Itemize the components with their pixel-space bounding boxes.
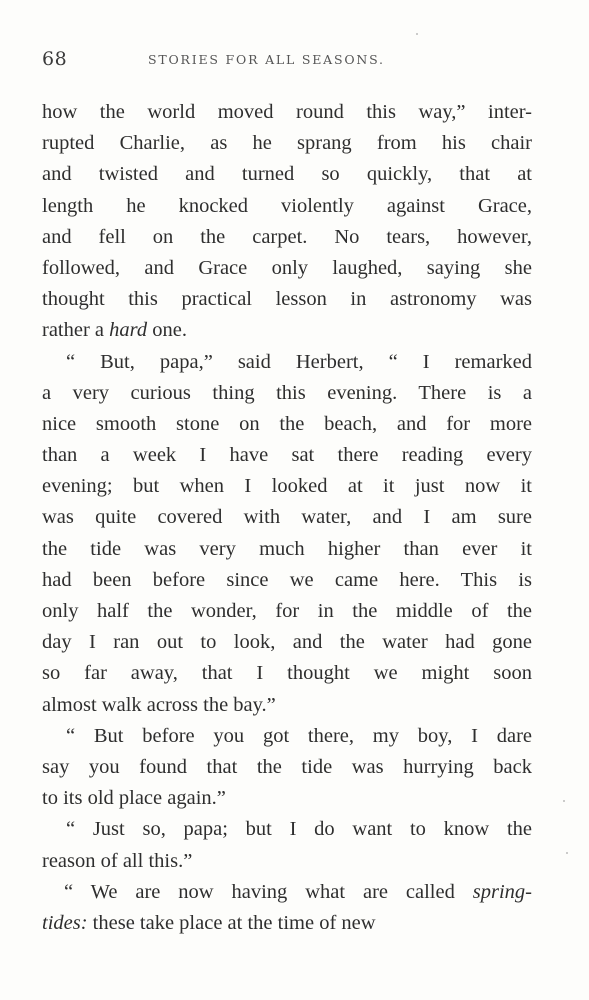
text-line: how the world moved round this way,” inter- — [42, 101, 532, 123]
text-line: almost walk across the bay.” — [42, 693, 276, 716]
text-line: thought this practical lesson in astronomy was — [42, 288, 532, 311]
page-number: 68 — [42, 48, 68, 70]
text-fragment: these take place at the time of new — [87, 911, 376, 934]
text-line: only half the wonder, for in the middle of the — [42, 600, 532, 622]
text-line: had been before since we came here. This is — [42, 568, 532, 591]
text-line: day I ran out to look, and the water had gone — [42, 631, 532, 654]
text-line — [42, 315, 532, 346]
text-line: than a week I have sat there reading every — [42, 444, 532, 467]
text-fragment: “ We are now having what are called — [64, 880, 473, 903]
text-line: and fell on the carpet. No tears, however, — [42, 225, 532, 248]
paper-speck — [563, 800, 565, 802]
italic-word: tides: — [42, 911, 88, 934]
text-line: reason of all this.” — [42, 849, 193, 872]
text-line: followed, and Grace only laughed, saying she — [42, 256, 532, 279]
text-line: “ Just so, papa; but I do want to know the — [66, 818, 532, 841]
text-line: and twisted and turned so quickly, that at — [42, 163, 532, 186]
text-line: “ But, papa,” said Herbert, “ I remarked — [66, 350, 532, 373]
text-line: evening; but when I looked at it just now it — [42, 475, 532, 498]
text-line — [42, 908, 532, 939]
text-line: “ But before you got there, my boy, I dare — [66, 724, 532, 747]
text-line: say you found that the tide was hurrying back — [42, 755, 532, 778]
text-line — [42, 877, 532, 908]
text-line: to its old place again.” — [42, 787, 226, 810]
running-head — [42, 48, 532, 72]
italic-word: spring- — [472, 880, 532, 903]
text-line: the tide was very much higher than ever it — [42, 537, 532, 560]
italic-word: hard — [109, 319, 148, 342]
paper-speck — [566, 852, 568, 854]
text-fragment: one. — [147, 319, 187, 342]
text-line: length he knocked violently against Grace, — [42, 194, 532, 217]
text-line: rupted Charlie, as he sprang from his chair — [42, 132, 532, 155]
running-title: STORIES FOR ALL SEASONS. — [148, 52, 385, 67]
text-line: so far away, that I thought we might soon — [42, 662, 532, 685]
text-line: was quite covered with water, and I am sure — [42, 506, 532, 529]
body-text — [42, 97, 532, 939]
paper-speck — [416, 33, 418, 35]
text-line: a very curious thing this evening. There is a — [42, 381, 532, 404]
text-line: nice smooth stone on the beach, and for more — [42, 412, 532, 435]
text-fragment: rather a — [42, 319, 110, 342]
